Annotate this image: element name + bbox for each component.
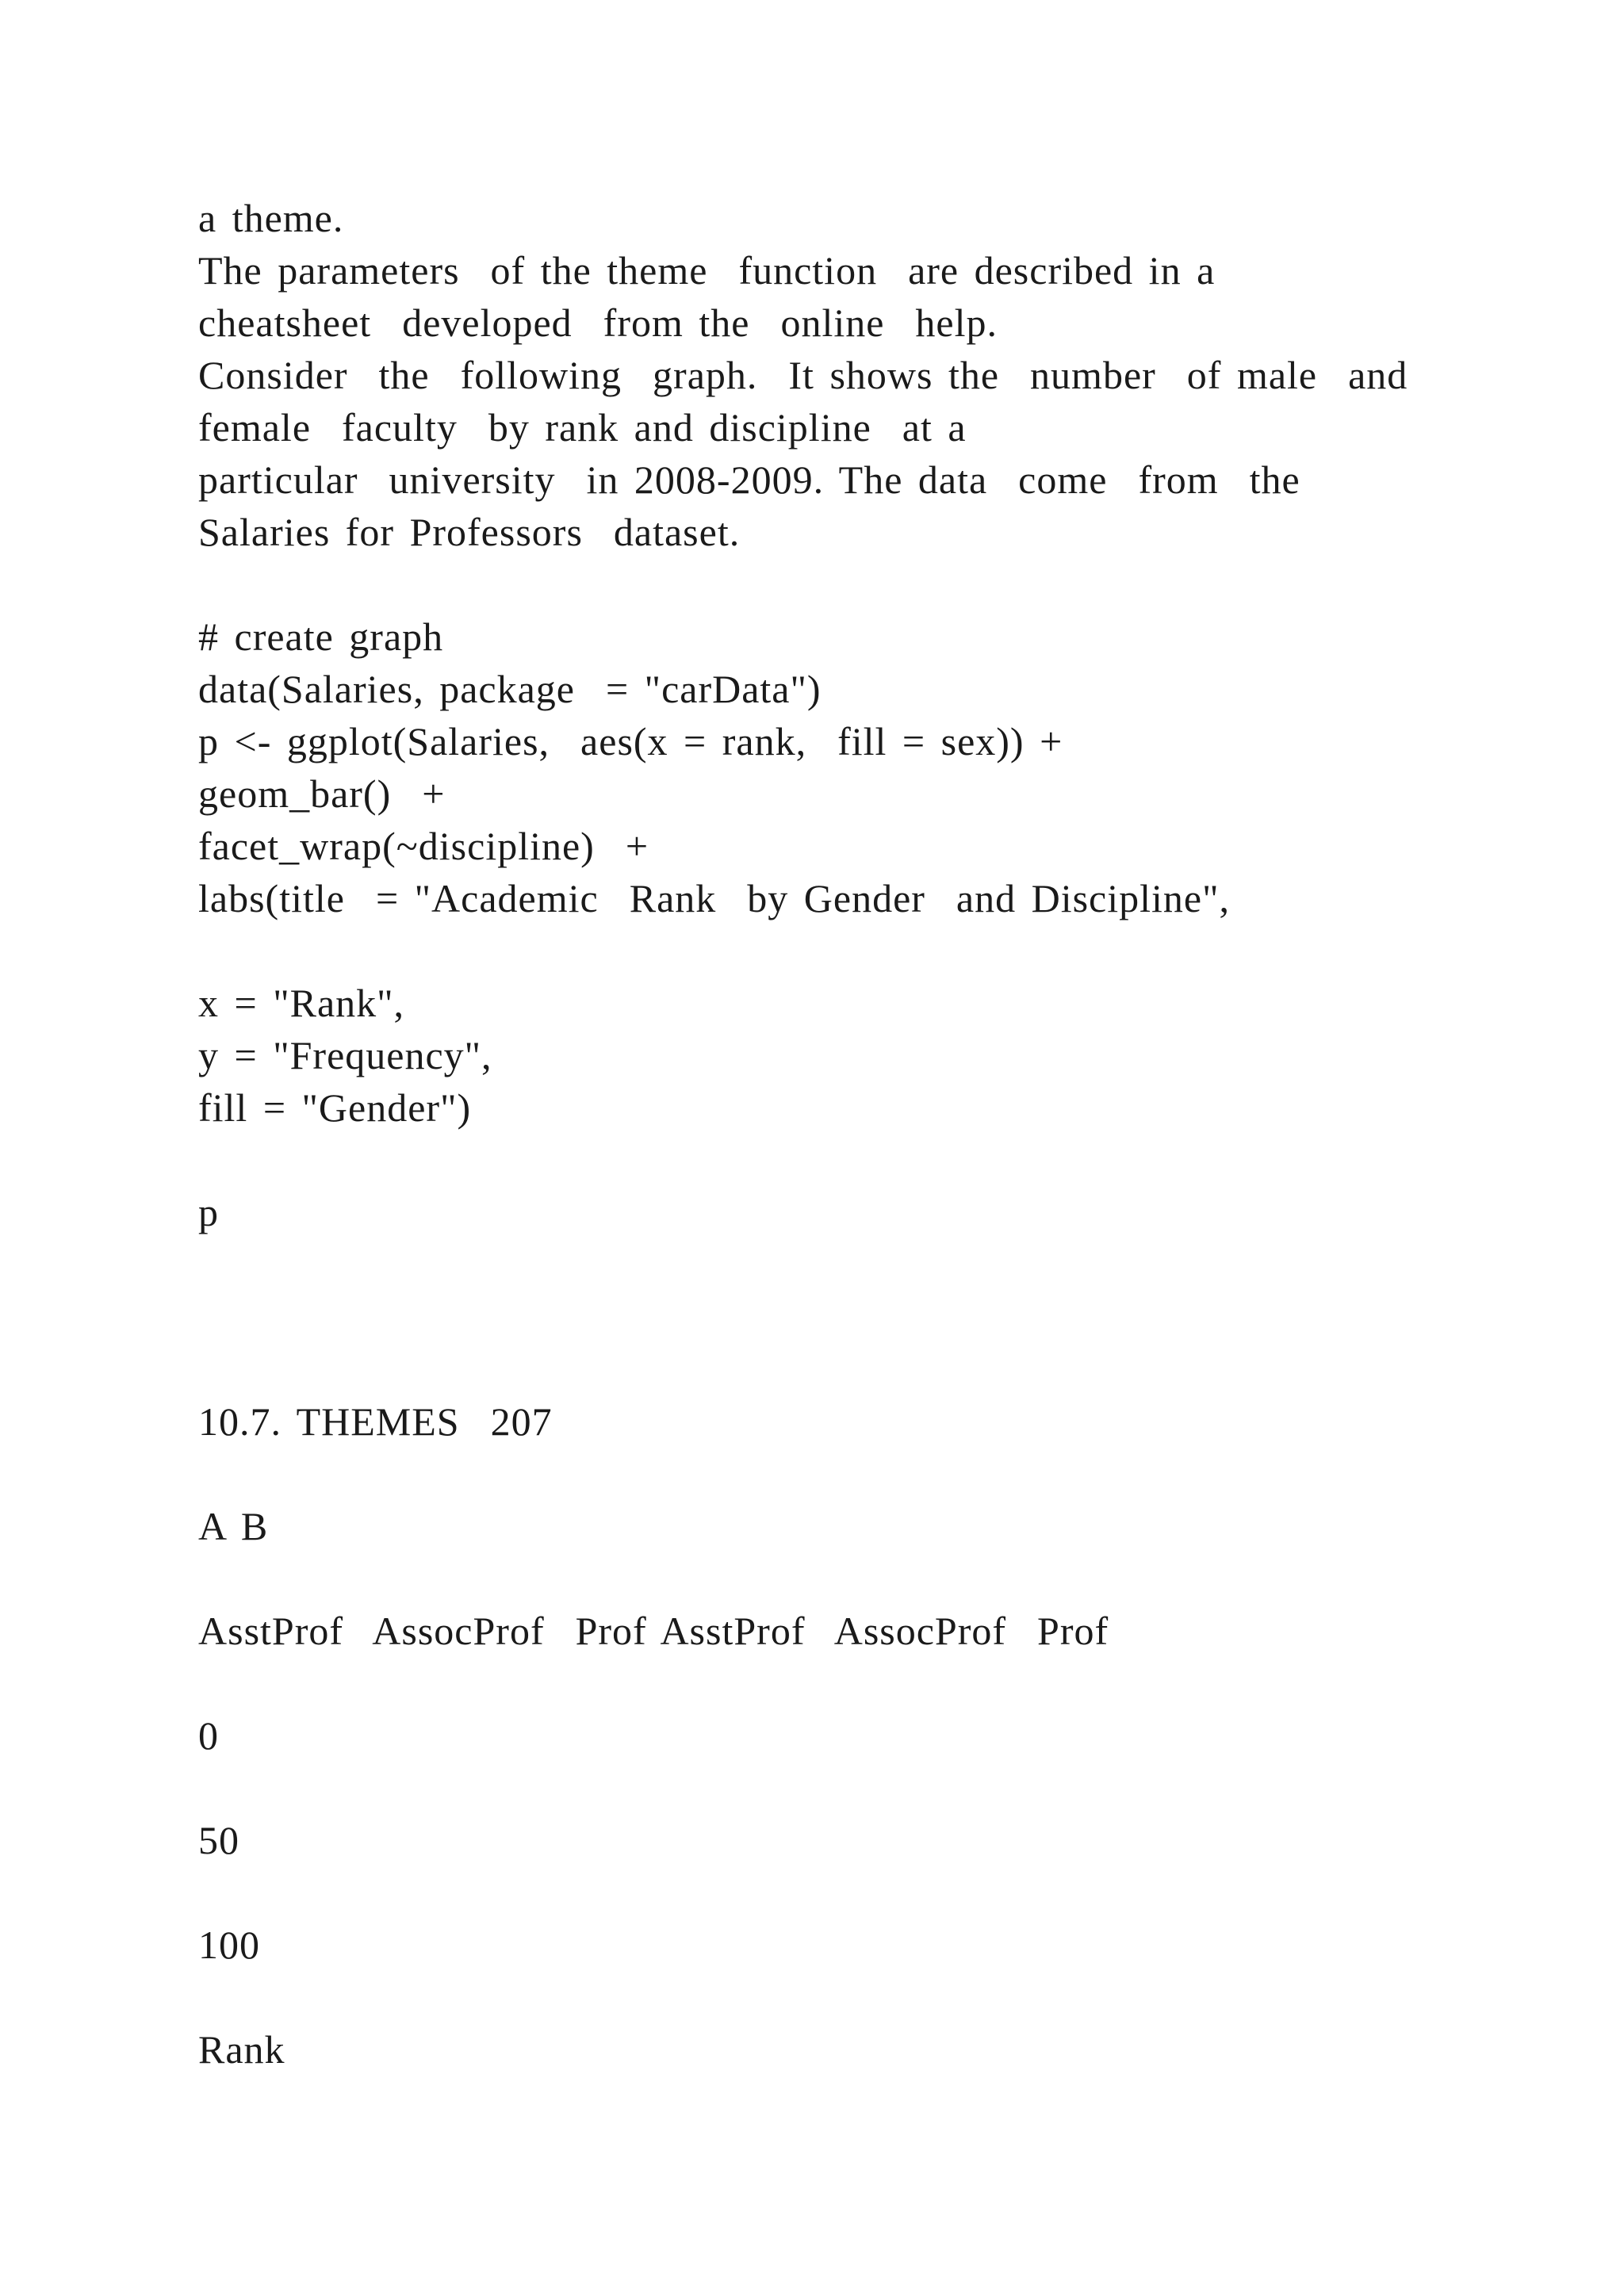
blank-line [198,1657,1507,1709]
code-line: p <- ggplot(Salaries, aes(x = rank, fill = sex)) + [198,719,1063,763]
intro-line: female faculty by rank and discipline at a [198,405,967,450]
axis-tick-labels: AsstProf AssocProf Prof AsstProf AssocProf Prof [198,1609,1109,1653]
blank-gap [198,1238,1507,1395]
code-line: # create graph [198,614,444,659]
intro-line: Salaries for Professors dataset. [198,510,741,554]
blank-line [198,1762,1507,1814]
intro-line: The parameters of the theme function are described in a [198,248,1216,293]
intro-line: Consider the following graph. It shows the number of male and [198,353,1408,397]
intro-line: particular university in 2008-2009. The data come from the [198,457,1300,502]
code-line: data(Salaries, package = "carData") [198,667,822,711]
print-line: p [198,1190,219,1234]
blank-line [198,558,1507,610]
y-tick-label: 50 [198,1818,239,1862]
blank-line [198,1134,1507,1186]
labs-line: x = "Rank", [198,981,405,1025]
y-tick-label: 0 [198,1713,219,1758]
facet-labels: A B [198,1504,269,1548]
intro-line: a theme. [198,196,344,240]
document-text [198,192,1507,2076]
y-tick-label: 100 [198,1923,260,1967]
blank-line [198,1552,1507,1605]
section-header: 10.7. THEMES 207 [198,1399,553,1444]
blank-line [198,924,1507,977]
labs-line: fill = "Gender") [198,1085,472,1130]
code-line: geom_bar() + [198,771,446,816]
intro-line: cheatsheet developed from the online help. [198,300,998,345]
code-line: labs(title = "Academic Rank by Gender and Discipline", [198,876,1231,920]
blank-line [198,1971,1507,2023]
code-line: facet_wrap(~discipline) + [198,824,649,868]
blank-line [198,1866,1507,1919]
labs-line: y = "Frequency", [198,1033,492,1077]
x-axis-label: Rank [198,2027,285,2072]
blank-line [198,1448,1507,1500]
